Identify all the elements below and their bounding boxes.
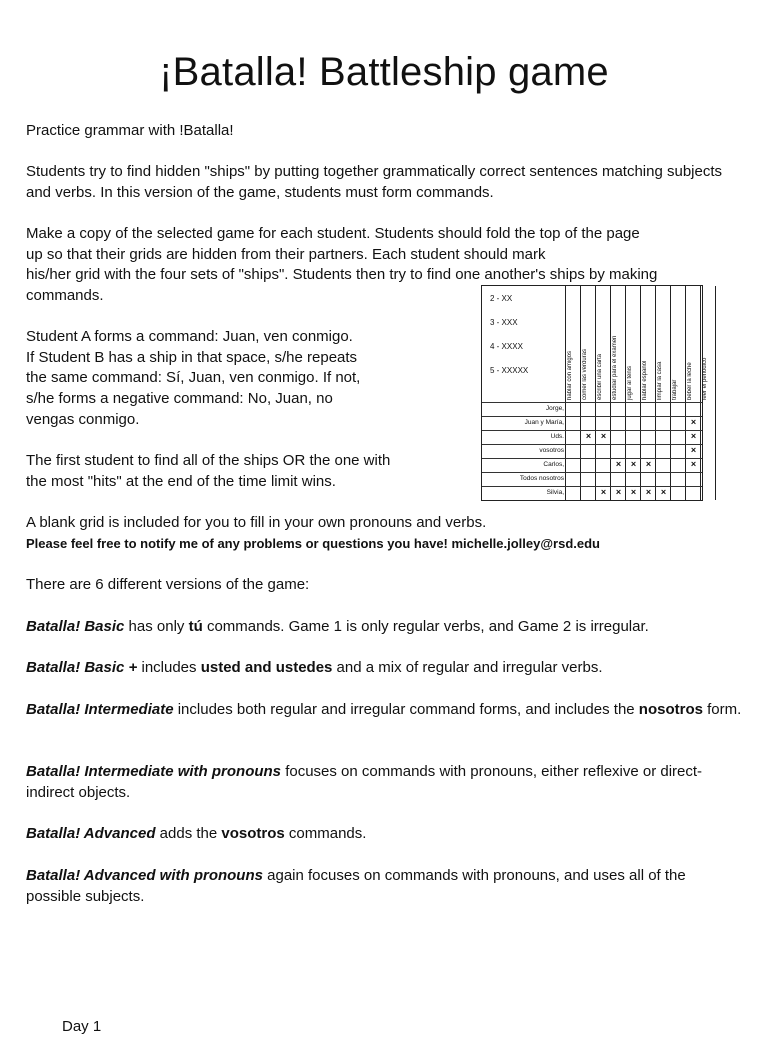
win-condition-paragraph bbox=[26, 451, 390, 492]
example-line: If Student B has a ship in that space, s/he repeats bbox=[26, 348, 358, 366]
grid-column-line bbox=[595, 286, 596, 500]
instructions-line: commands. bbox=[26, 287, 104, 305]
version-basic-plus bbox=[26, 658, 746, 679]
verb-column-header: beber la leche bbox=[687, 362, 693, 400]
ship-mark: × bbox=[645, 459, 652, 469]
instructions-line: up so that their grids are hidden from their partners. Each student should mark bbox=[26, 245, 546, 263]
subject-row-label: Uds. bbox=[550, 433, 564, 440]
verb-column-header: leer el periódico bbox=[702, 357, 708, 400]
subject-row-label: Carlos, bbox=[543, 461, 564, 468]
instructions-line: Make a copy of the selected game for each student. Students should fold the top of the page bbox=[26, 225, 640, 242]
version-bold: tú bbox=[188, 618, 203, 635]
version-text: focuses on commands with pronouns, either reflexive or direct-indirect objects. bbox=[26, 763, 703, 801]
example-line: Student A forms a command: Juan, ven conmigo. bbox=[26, 328, 353, 345]
version-bold: nosotros bbox=[638, 701, 703, 718]
version-text: commands. bbox=[284, 825, 367, 842]
version-name: Batalla! Basic bbox=[26, 618, 125, 635]
version-text: includes both regular and irregular command forms, and includes the bbox=[173, 701, 639, 718]
ship-size-label: 3 - XXX bbox=[490, 318, 518, 327]
contact-note: Please feel free to notify me of any problems or questions you have! michelle.jolley@rsd.edu bbox=[26, 536, 600, 551]
version-text: form. bbox=[702, 701, 742, 718]
subject-row-label: Juan y María, bbox=[524, 419, 564, 426]
instructions-line: his/her grid with the four sets of "ships". Students then try to find one another's ships by making bbox=[26, 266, 658, 284]
ship-mark: × bbox=[660, 487, 667, 497]
version-text: adds the bbox=[155, 825, 222, 842]
version-name: Batalla! Advanced with pronouns bbox=[26, 867, 263, 884]
grid-row-line bbox=[482, 458, 702, 459]
ship-mark: × bbox=[645, 487, 652, 497]
page-title: ¡Batalla! Battleship game bbox=[159, 50, 609, 94]
version-text: includes bbox=[137, 659, 201, 676]
version-name: Batalla! Advanced bbox=[26, 825, 156, 842]
version-name: Batalla! Intermediate with pronouns bbox=[26, 763, 282, 780]
ship-mark: × bbox=[615, 459, 622, 469]
subject-row-label: vosotros bbox=[539, 447, 564, 454]
win-line: The first student to find all of the ships OR the one with bbox=[26, 452, 391, 469]
grid-column-line bbox=[565, 286, 566, 500]
intro-text: Practice grammar with !Batalla! bbox=[26, 122, 234, 139]
ship-mark: × bbox=[600, 487, 607, 497]
grid-column-line bbox=[715, 286, 716, 500]
ship-mark: × bbox=[600, 431, 607, 441]
version-text: has only bbox=[124, 618, 189, 635]
verb-column-header: limpiar la casa bbox=[657, 361, 663, 400]
subject-row-label: Todos nosotros bbox=[519, 475, 564, 482]
ship-mark: × bbox=[630, 459, 637, 469]
ship-size-label: 5 - XXXXX bbox=[490, 366, 529, 375]
blank-grid-note: A blank grid is included for you to fill in your own pronouns and verbs. bbox=[26, 514, 487, 531]
version-advanced bbox=[26, 824, 746, 845]
version-intermediate bbox=[26, 700, 744, 721]
versions-intro: There are 6 different versions of the game: bbox=[26, 576, 310, 593]
version-basic bbox=[26, 617, 746, 638]
version-name: Batalla! Intermediate bbox=[26, 701, 174, 718]
grid-row-line bbox=[482, 402, 702, 403]
win-line: the most "hits" at the end of the time limit wins. bbox=[26, 472, 336, 490]
version-bold: usted and ustedes bbox=[200, 659, 333, 676]
verb-column-header: hablar español bbox=[642, 360, 648, 400]
example-paragraph bbox=[26, 327, 360, 431]
verb-column-header: hablar con amigos bbox=[567, 350, 573, 400]
verb-column-header: estudiar para el examen bbox=[612, 335, 618, 400]
version-bold: vosotros bbox=[221, 825, 285, 842]
example-line: s/he forms a negative command: No, Juan, no bbox=[26, 390, 333, 408]
battleship-grid bbox=[481, 285, 708, 501]
ship-mark: × bbox=[690, 459, 697, 469]
ship-size-label: 2 - XX bbox=[490, 294, 513, 303]
grid-column-line bbox=[580, 286, 581, 500]
example-line: vengas conmigo. bbox=[26, 410, 140, 428]
grid-row-line bbox=[482, 416, 702, 417]
ship-mark: × bbox=[585, 431, 592, 441]
verb-column-header: trabajar bbox=[672, 379, 678, 400]
ship-size-label: 4 - XXXX bbox=[490, 342, 523, 351]
grid-column-line bbox=[670, 286, 671, 500]
ship-mark: × bbox=[690, 445, 697, 455]
verb-column-header: comer las verduras bbox=[582, 348, 588, 400]
version-intermediate-pronouns bbox=[26, 762, 744, 803]
description-paragraph: Students try to find hidden "ships" by putting together grammatically correct sentences matching subjects and verbs. In this version of the game, students must form commands. bbox=[26, 163, 723, 201]
version-text: commands. Game 1 is only regular verbs, and Game 2 is irregular. bbox=[202, 618, 649, 635]
version-advanced-pronouns bbox=[26, 866, 738, 907]
grid-row-line bbox=[482, 472, 702, 473]
version-name: Batalla! Basic + bbox=[26, 659, 138, 676]
example-line: the same command: Sí, Juan, ven conmigo. If not, bbox=[26, 369, 361, 387]
verb-column-header: escribir una carta bbox=[597, 353, 603, 400]
ship-mark: × bbox=[615, 487, 622, 497]
ship-mark: × bbox=[690, 431, 697, 441]
footer-text: Day 1 bbox=[62, 1018, 102, 1035]
version-text: again focuses on commands with pronouns, and uses all of the possible subjects. bbox=[26, 867, 686, 905]
version-text: and a mix of regular and irregular verbs. bbox=[332, 659, 603, 676]
verb-column-header: jugar al tenis bbox=[627, 365, 633, 400]
subject-row-label: Silvia, bbox=[546, 489, 564, 496]
ship-mark: × bbox=[630, 487, 637, 497]
grid-row-line bbox=[482, 444, 702, 445]
subject-row-label: Jorge, bbox=[545, 405, 564, 412]
ship-mark: × bbox=[690, 417, 697, 427]
